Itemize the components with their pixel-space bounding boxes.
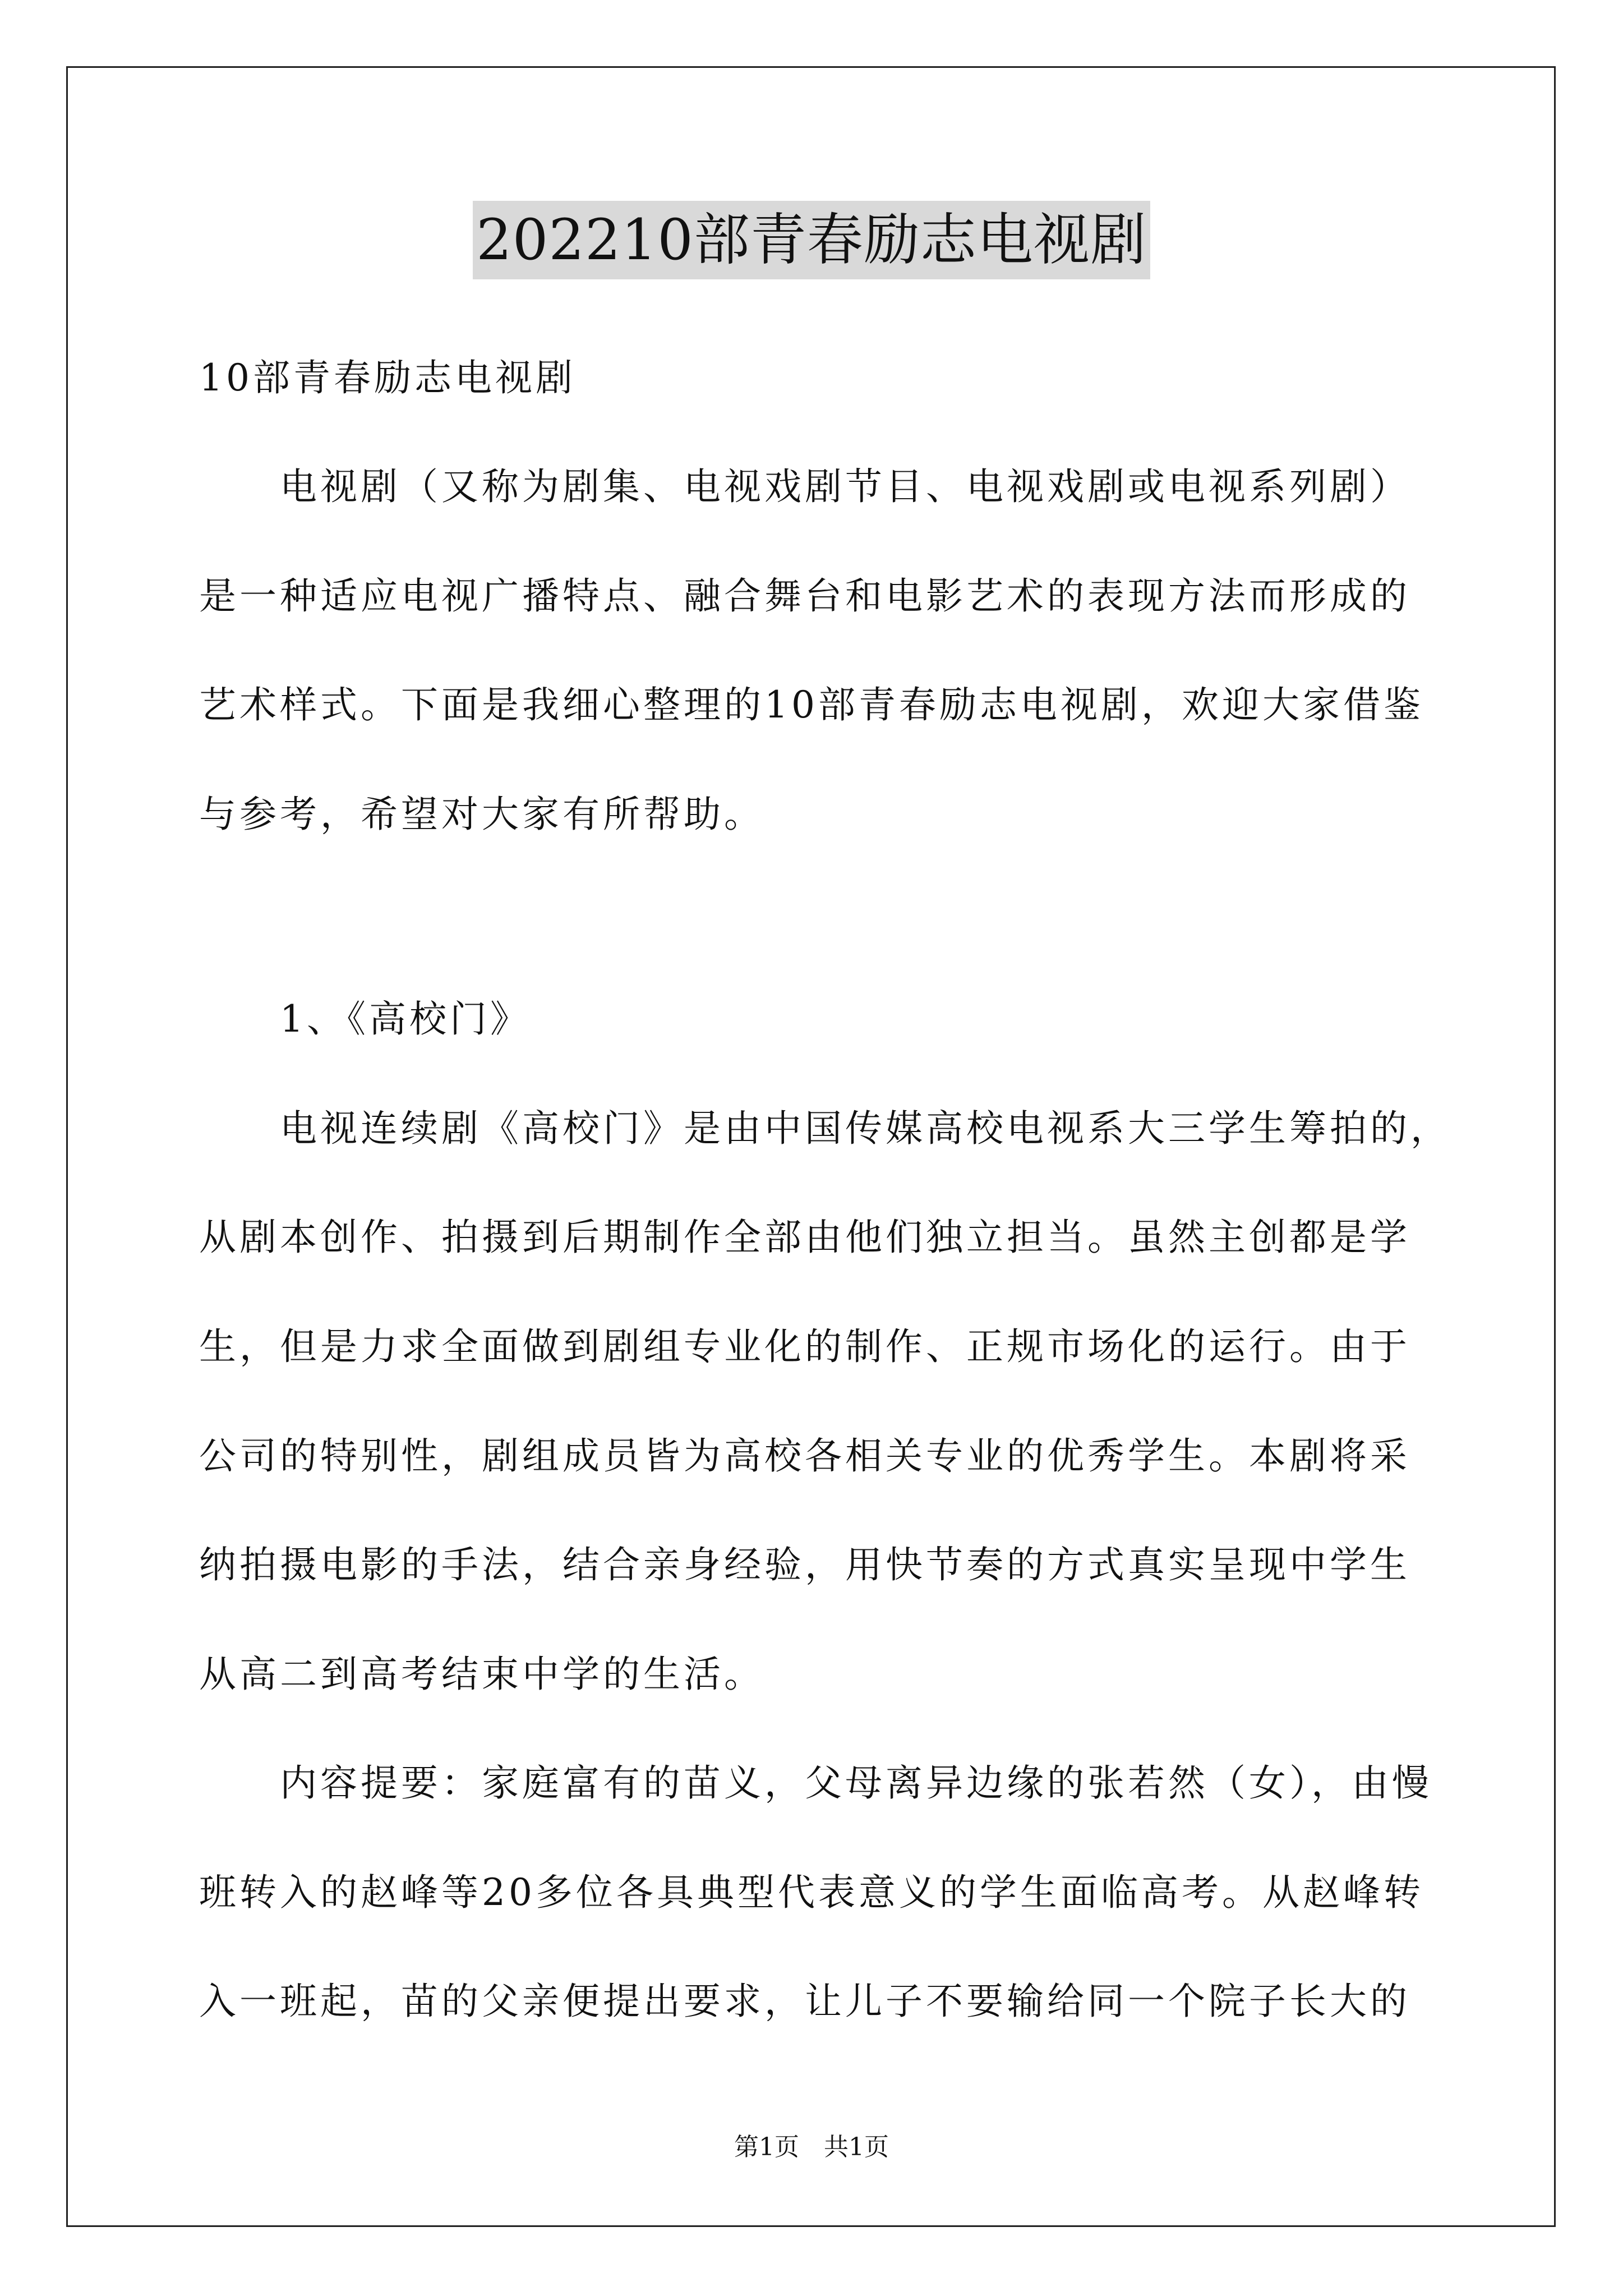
paragraph-line: 与参考，希望对大家有所帮助。 — [199, 793, 764, 836]
paragraph-line: 从高二到高考结束中学的生活。 — [199, 1653, 764, 1696]
paragraph-line: 纳拍摄电影的手法，结合亲身经验，用快节奏的方式真实呈现中学生 — [199, 1543, 1410, 1586]
paragraph-line: 入一班起，苗的父亲便提出要求，让儿子不要输给同一个院子长大的 — [199, 1980, 1410, 2023]
paragraph-line: 生，但是力求全面做到剧组专业化的制作、正规市场化的运行。由于 — [199, 1325, 1410, 1368]
page-footer: 第1页 共1页 — [734, 2133, 889, 2161]
title-container — [0, 201, 1623, 279]
section-heading: 1、《高校门》 — [199, 997, 531, 1041]
paragraph-line: 是一种适应电视广播特点、融合舞台和电影艺术的表现方法而形成的 — [199, 574, 1410, 618]
paragraph-line: 班转入的赵峰等20多位各具典型代表意义的学生面临高考。从赵峰转 — [199, 1871, 1424, 1914]
paragraph-line: 内容提要：家庭富有的苗义，父母离异边缘的张若然（女），由慢 — [199, 1761, 1432, 1805]
paragraph-line: 公司的特别性，剧组成员皆为高校各相关专业的优秀学生。本剧将采 — [199, 1434, 1410, 1478]
paragraph-line: 电视剧（又称为剧集、电视戏剧节目、电视戏剧或电视系列剧） — [199, 465, 1410, 508]
document-title: 202210部青春励志电视剧 — [473, 201, 1150, 279]
subtitle-line: 10部青春励志电视剧 — [199, 356, 576, 399]
paragraph-line: 电视连续剧《高校门》是由中国传媒高校电视系大三学生筹拍的， — [199, 1107, 1451, 1150]
paragraph-line: 从剧本创作、拍摄到后期制作全部由他们独立担当。虽然主创都是学 — [199, 1216, 1410, 1259]
paragraph-line: 艺术样式。下面是我细心整理的10部青春励志电视剧，欢迎大家借鉴 — [199, 683, 1424, 726]
